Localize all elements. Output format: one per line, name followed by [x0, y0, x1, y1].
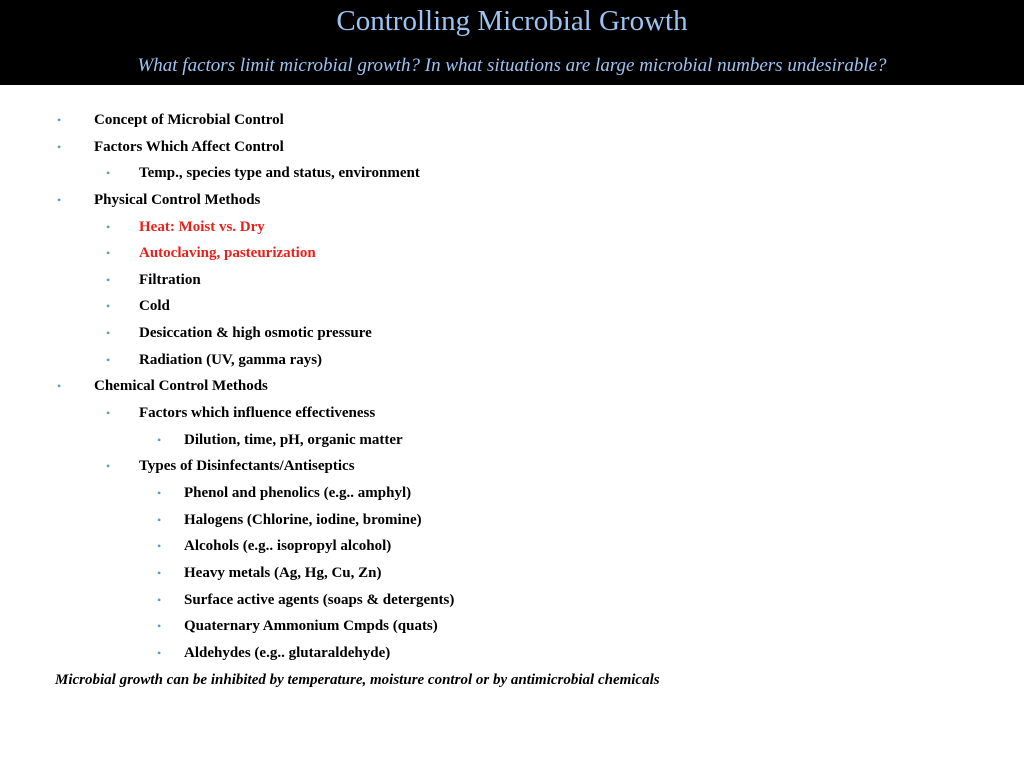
- outline-item-label: Halogens (Chlorine, iodine, bromine): [184, 511, 422, 528]
- outline-subitem-temp: [0, 160, 1024, 187]
- outline-item-label: Radiation (UV, gamma rays): [139, 351, 323, 368]
- outline-subitem-desiccation: [0, 320, 1024, 347]
- slide-title: Controlling Microbial Growth: [336, 5, 688, 37]
- outline-subsubitem-surfactants: [0, 587, 1024, 614]
- slide-header: [0, 0, 1024, 85]
- outline-item-label: Autoclaving, pasteurization: [139, 245, 316, 262]
- bullet-icon: •: [157, 645, 162, 660]
- slide-subtitle: What factors limit microbial growth? In what situations are large microbial numbers undesirable?: [137, 55, 887, 76]
- bullet-icon: •: [106, 219, 111, 234]
- outline-item-factors: [0, 134, 1024, 161]
- bullet-icon: •: [106, 166, 111, 181]
- summary-note: Microbial growth can be inhibited by temperature, moisture control or by antimicrobial chemicals: [55, 672, 660, 688]
- outline-item-label: Heavy metals (Ag, Hg, Cu, Zn): [184, 564, 382, 581]
- outline-subitem-autoclaving: [0, 240, 1024, 267]
- bullet-icon: •: [157, 539, 162, 554]
- outline-item-label: Physical Control Methods: [94, 191, 261, 208]
- bullet-icon: •: [106, 272, 111, 287]
- outline-item-label: Factors which influence effectiveness: [139, 405, 376, 422]
- bullet-icon: •: [157, 485, 162, 500]
- outline-item-label: Quaternary Ammonium Cmpds (quats): [184, 618, 438, 635]
- outline-item-label: Chemical Control Methods: [94, 378, 268, 395]
- bullet-icon: •: [157, 512, 162, 527]
- outline-subitem-effectiveness: [0, 400, 1024, 427]
- outline-subitem-heat: [0, 214, 1024, 241]
- bullet-icon: •: [106, 459, 111, 474]
- outline-item-label: Alcohols (e.g.. isopropyl alcohol): [184, 538, 392, 555]
- bullet-icon: •: [57, 113, 62, 127]
- outline-item-label: Heat: Moist vs. Dry: [139, 218, 265, 235]
- outline-subitem-radiation: [0, 347, 1024, 374]
- outline-item-physical-methods: [0, 187, 1024, 214]
- bullet-icon: •: [106, 246, 111, 261]
- outline-item-label: Dilution, time, pH, organic matter: [184, 431, 403, 448]
- bullet-icon: •: [57, 139, 62, 154]
- topic-outline: [0, 107, 1024, 666]
- bullet-icon: •: [57, 379, 62, 394]
- outline-item-concept: [0, 107, 1024, 134]
- outline-item-label: Cold: [139, 298, 170, 315]
- outline-subitem-filtration: [0, 267, 1024, 294]
- outline-item-label: Aldehydes (e.g.. glutaraldehyde): [184, 644, 391, 661]
- outline-item-label: Surface active agents (soaps & detergents): [184, 591, 455, 608]
- bullet-icon: •: [157, 432, 162, 447]
- outline-item-label: Temp., species type and status, environment: [139, 165, 420, 182]
- outline-subsubitem-phenol: [0, 480, 1024, 507]
- outline-subitem-disinfectant-types: [0, 453, 1024, 480]
- outline-subitem-cold: [0, 293, 1024, 320]
- outline-item-label: Filtration: [139, 271, 201, 288]
- bullet-icon: •: [157, 565, 162, 580]
- outline-item-label: Phenol and phenolics (e.g.. amphyl): [184, 484, 412, 501]
- outline-subsubitem-heavy-metals: [0, 560, 1024, 587]
- outline-item-label: Factors Which Affect Control: [94, 138, 284, 155]
- bullet-icon: •: [106, 299, 111, 314]
- outline-subsubitem-aldehydes: [0, 640, 1024, 667]
- outline-subsubitem-quats: [0, 613, 1024, 640]
- outline-item-label: Concept of Microbial Control: [94, 112, 284, 128]
- bullet-icon: •: [157, 592, 162, 607]
- bullet-icon: •: [106, 326, 111, 341]
- bullet-icon: •: [106, 352, 111, 367]
- bullet-icon: •: [106, 406, 111, 421]
- outline-item-label: Types of Disinfectants/Antiseptics: [139, 458, 355, 475]
- outline-item-label: Desiccation & high osmotic pressure: [139, 325, 372, 342]
- outline-subsubitem-dilution: [0, 427, 1024, 454]
- outline-item-chemical-methods: [0, 373, 1024, 400]
- bullet-icon: •: [157, 619, 162, 634]
- bullet-icon: •: [57, 192, 62, 207]
- outline-subsubitem-alcohols: [0, 533, 1024, 560]
- outline-subsubitem-halogens: [0, 507, 1024, 534]
